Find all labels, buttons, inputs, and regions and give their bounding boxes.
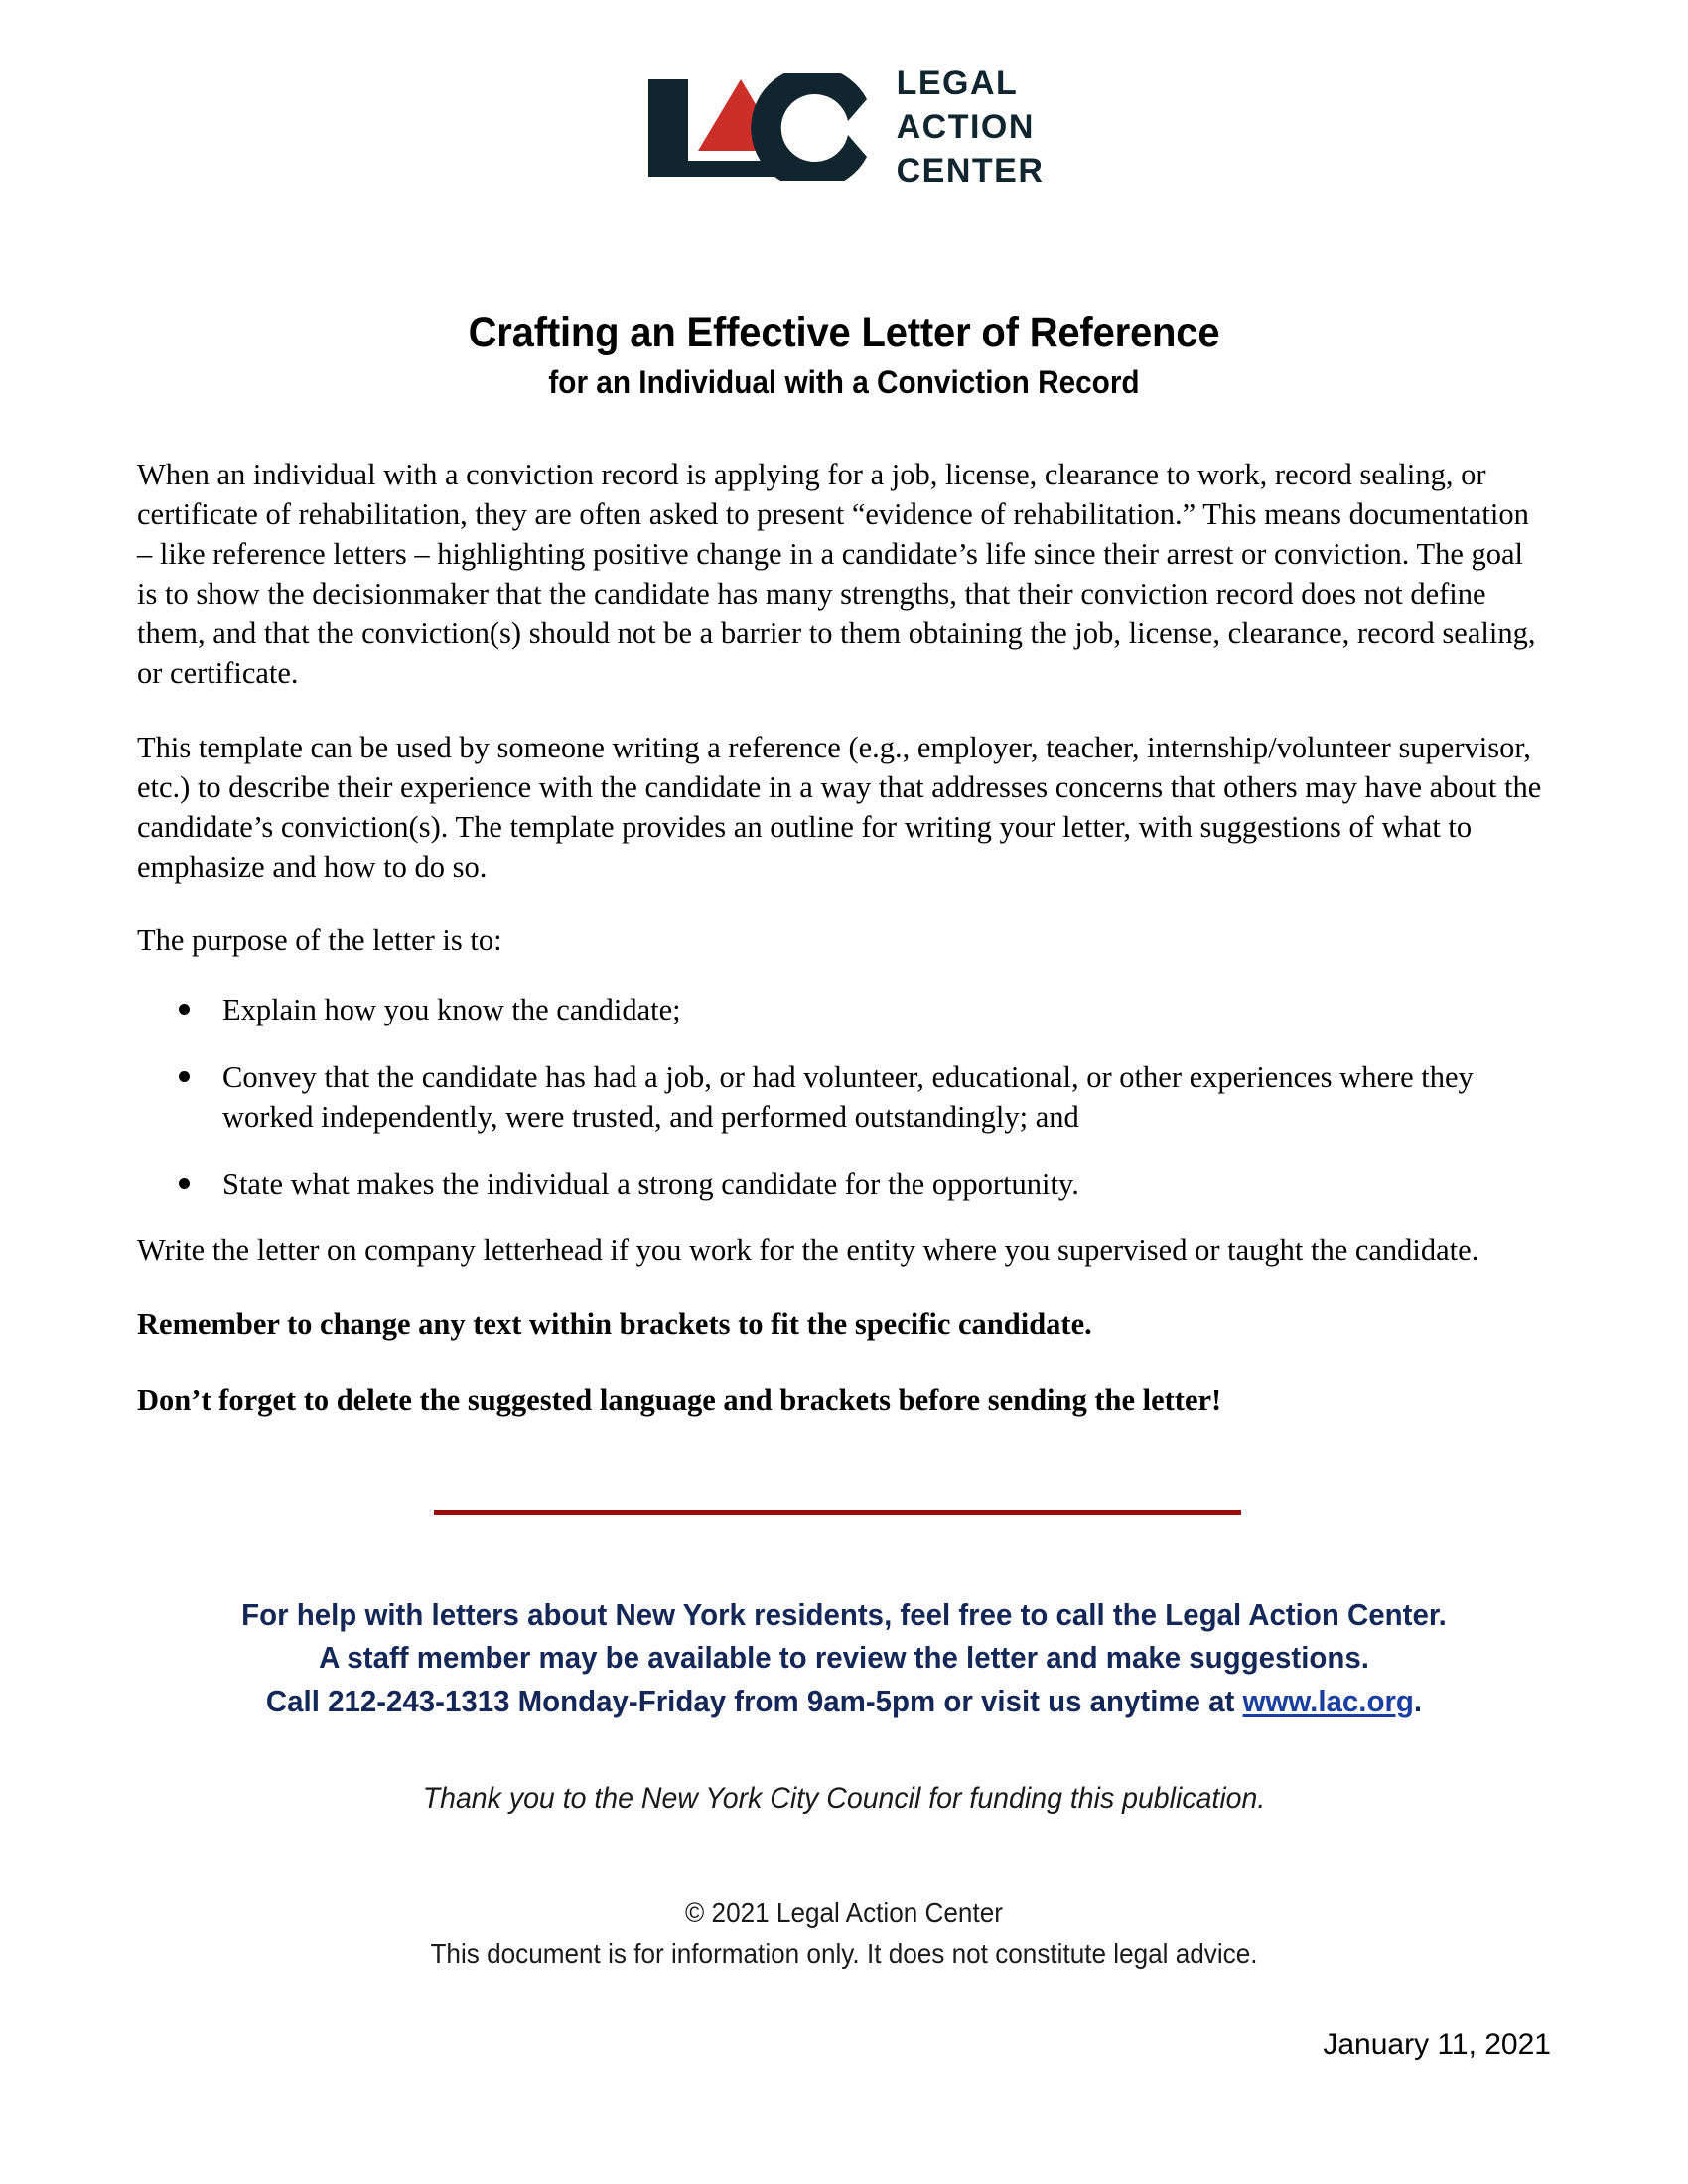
contact-line-1: For help with letters about New York residents, feel free to call the Legal Action Center. <box>241 1597 1447 1632</box>
bullet-dot-icon <box>179 1178 190 1189</box>
lac-website-link[interactable]: www.lac.org <box>1242 1683 1414 1718</box>
list-item <box>137 990 1547 1029</box>
contact-period: . <box>1413 1683 1423 1718</box>
copyright-line: © 2021 Legal Action Center <box>685 1897 1003 1928</box>
logo-word-legal: LEGAL <box>896 65 1019 102</box>
purpose-lead-in: The purpose of the letter is to: <box>137 922 502 957</box>
contact-call-text: Call 212-243-1313 Monday-Friday from 9am-5pm or visit us anytime at <box>265 1683 1243 1718</box>
logo-wordmark <box>897 62 1045 194</box>
letterhead-paragraph: Write the letter on company letterhead if you work for the entity where you supervised or taught the candidate. <box>137 1233 1479 1268</box>
lac-logomark-icon <box>644 73 875 181</box>
list-item-label: Explain how you know the candidate; <box>222 993 681 1027</box>
purpose-list <box>137 990 1547 1204</box>
template-usage-paragraph: This template can be used by someone writing a reference (e.g., employer, teacher, internship/volunteer supervisor, etc.) to describe their experience with the candidate in a way that addresses concerns that others may have about the candidate’s conviction(s). The template provides an outline for writing your letter, with suggestions of what to emphasize and how to do so. <box>137 730 1542 884</box>
page-title: Crafting an Effective Letter of Reference <box>468 308 1220 356</box>
disclaimer-line: This document is for information only. It does not constitute legal advice. <box>430 1937 1258 1969</box>
contact-line-2: A staff member may be available to review the letter and make suggestions. <box>319 1640 1369 1676</box>
reminder-brackets-note: Remember to change any text within brackets to fit the specific candidate. <box>137 1306 1092 1341</box>
document-body <box>137 455 1547 1455</box>
copyright-block <box>43 1893 1646 1974</box>
section-divider <box>434 1510 1241 1515</box>
logo-group <box>644 62 1045 194</box>
bullet-dot-icon <box>179 1004 190 1015</box>
page-subtitle: for an Individual with a Conviction Record <box>548 363 1140 400</box>
list-item-label: State what makes the individual a strong candidate for the opportunity. <box>222 1167 1079 1202</box>
list-item <box>137 1164 1547 1204</box>
funding-acknowledgement: Thank you to the New York City Council for funding this publication. <box>422 1782 1266 1815</box>
reminder-delete-note: Don’t forget to delete the suggested language and brackets before sending the letter! <box>137 1382 1222 1417</box>
intro-paragraph: When an individual with a conviction record is applying for a job, license, clearance to work, record sealing, or certificate of rehabilitation, they are often asked to present “evidence of rehabilitation.” This means documentation – like reference letters – highlighting positive change in a candidate’s life since their arrest or conviction. The goal is to show the decisionmaker that the candidate has many strengths, that their conviction record does not define them, and that the conviction(s) should not be a barrier to them obtaining the job, license, clearance, record sealing, or certificate. <box>137 458 1536 691</box>
logo-word-action: ACTION <box>896 108 1035 147</box>
contact-block <box>43 1593 1646 1722</box>
logo-word-center: CENTER <box>896 152 1045 191</box>
contact-line-3 <box>43 1680 1646 1722</box>
bullet-dot-icon <box>179 1071 190 1082</box>
document-date: January 11, 2021 <box>1323 2028 1551 2061</box>
lac-logo <box>0 62 1688 194</box>
list-item-label: Convey that the candidate has had a job, or had volunteer, educational, or other experiences where they worked independently, were trusted, and performed outstandingly; and <box>222 1060 1474 1135</box>
list-item <box>137 1057 1547 1137</box>
